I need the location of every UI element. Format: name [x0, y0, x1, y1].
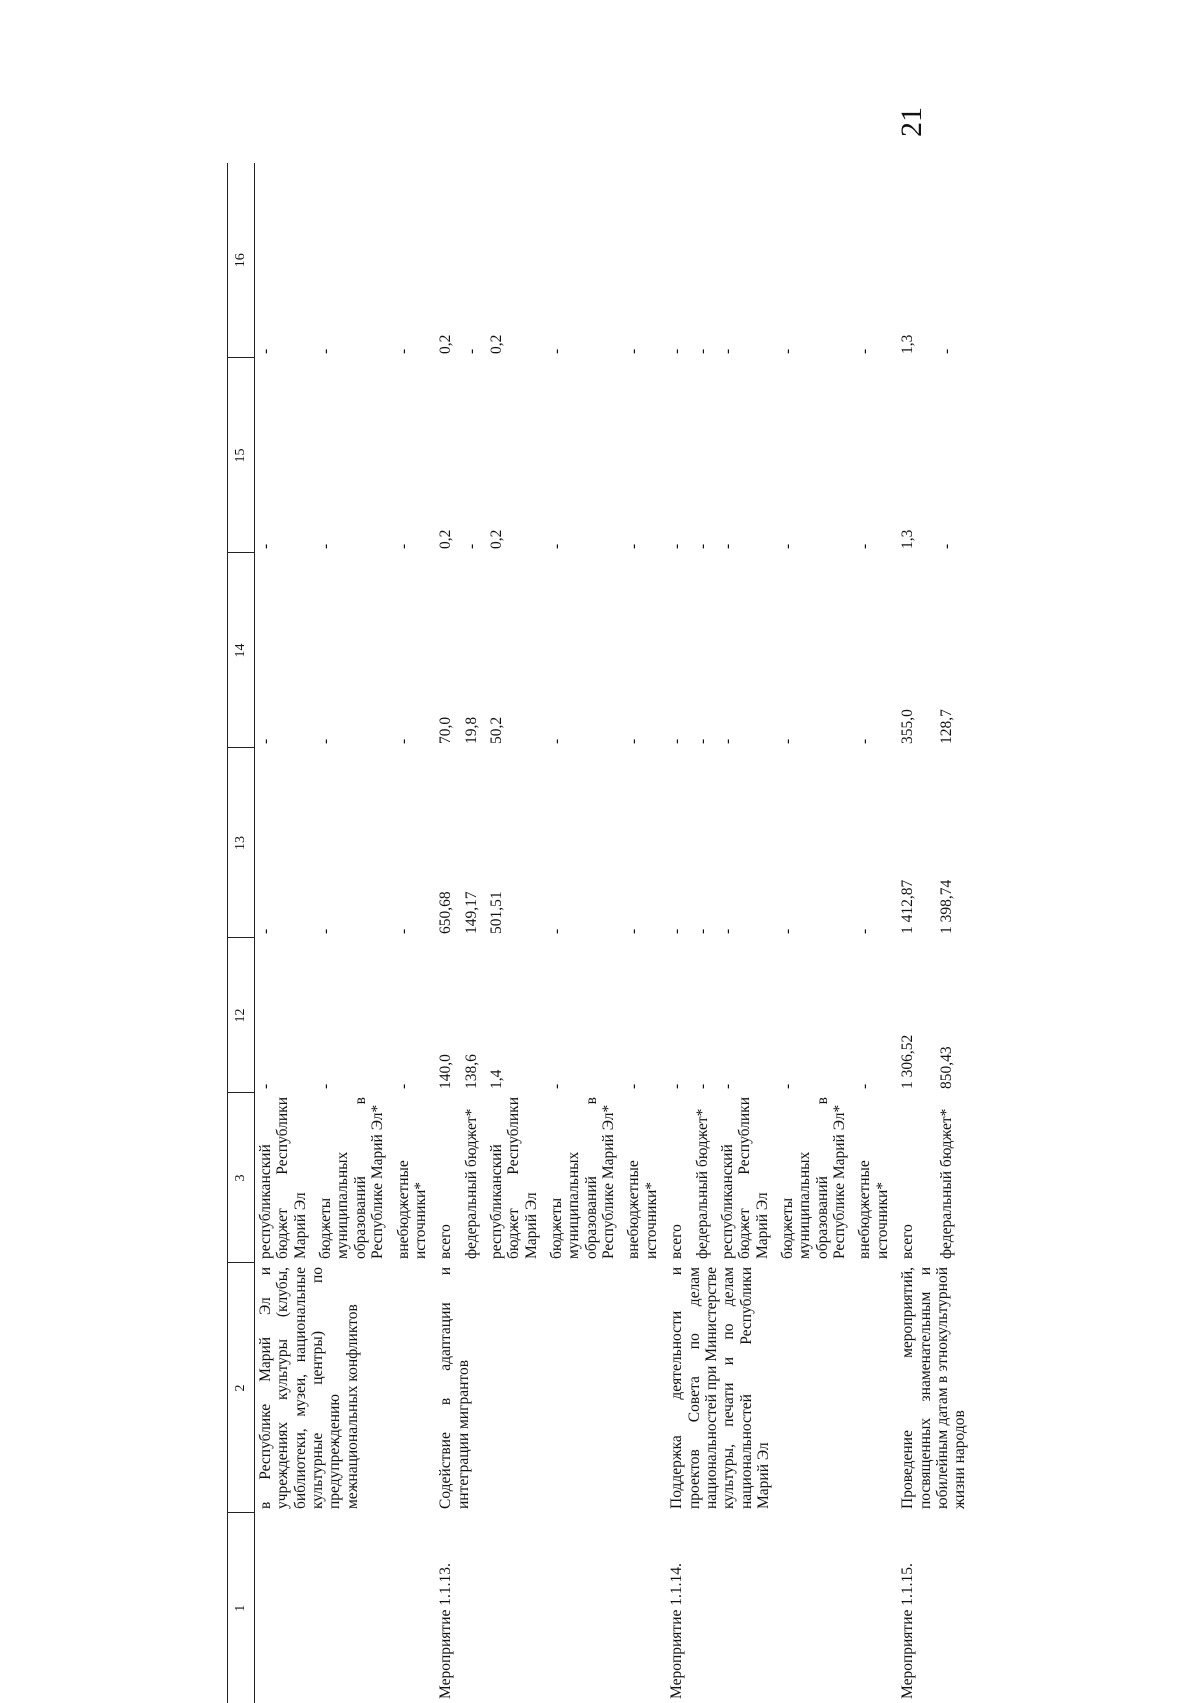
- value-col-14: 70,0: [437, 716, 455, 744]
- value-col-14: -: [856, 738, 874, 744]
- value-col-12: -: [693, 1083, 711, 1089]
- value-col-15: -: [257, 543, 274, 549]
- funding-source: бюджеты муниципальных образований в Республике Марий Эл*: [317, 1097, 387, 1259]
- funding-source: республиканский бюджет Республики Марий Эл: [487, 1097, 540, 1259]
- header-col-15: 15: [228, 358, 255, 553]
- value-col-15: -: [778, 543, 796, 549]
- value-col-14: -: [693, 738, 711, 744]
- value-col-16: -: [856, 348, 874, 354]
- header-col-3: 3: [228, 1093, 255, 1263]
- value-col-16: 0,2: [437, 334, 455, 354]
- value-col-15: -: [625, 543, 643, 549]
- value-col-15: -: [548, 543, 566, 549]
- value-col-16: -: [625, 348, 643, 354]
- funding-source: федеральный бюджет*: [693, 1108, 711, 1259]
- funding-source: бюджеты муниципальных образований в Республике Марий Эл*: [778, 1097, 849, 1259]
- budget-table: [227, 163, 975, 1703]
- value-col-13: -: [257, 928, 274, 934]
- funding-source: республиканский бюджет Республики Марий Эл: [257, 1097, 309, 1259]
- value-col-12: -: [625, 1083, 643, 1089]
- event-name: в Республике Марий Эл и учреждениях культуры (клубы, библиотеки, музеи, национальные культурные центры) по предупреждению межнациональных конфликтов: [257, 1267, 361, 1509]
- value-col-16: -: [548, 348, 566, 354]
- value-col-14: -: [317, 738, 335, 744]
- value-col-13: 1 412,87: [899, 879, 917, 934]
- value-col-15: 0,2: [487, 529, 505, 549]
- header-col-1: 1: [228, 1513, 255, 1703]
- value-col-12: 1 306,52: [899, 1034, 917, 1089]
- value-col-15: 0,2: [437, 529, 455, 549]
- value-col-13: 1 398,74: [937, 879, 955, 934]
- event-name: Содействие в адаптации и интеграции мигрантов: [437, 1267, 472, 1509]
- value-col-16: 1,3: [899, 334, 917, 354]
- value-col-12: 1,4: [487, 1069, 505, 1089]
- value-col-15: -: [937, 543, 955, 549]
- header-col-2: 2: [228, 1263, 255, 1513]
- value-col-13: -: [548, 928, 566, 934]
- funding-source: республиканский бюджет Республики Марий Эл: [718, 1097, 771, 1259]
- value-col-12: 138,6: [462, 1054, 480, 1089]
- event-id: [255, 1513, 436, 1703]
- value-col-13: -: [317, 928, 335, 934]
- value-col-13: -: [778, 928, 796, 934]
- value-col-15: -: [317, 543, 335, 549]
- value-col-12: -: [317, 1083, 335, 1089]
- value-col-12: -: [856, 1083, 874, 1089]
- event-id: Мероприятие 1.1.13.: [437, 1563, 455, 1699]
- value-col-14: -: [257, 738, 274, 744]
- value-col-16: -: [257, 348, 274, 354]
- value-col-14: 355,0: [899, 709, 917, 744]
- value-col-14: 128,7: [937, 709, 955, 744]
- value-col-12: -: [548, 1083, 566, 1089]
- value-col-15: -: [668, 543, 686, 549]
- value-col-13: -: [856, 928, 874, 934]
- value-col-15: -: [718, 543, 736, 549]
- funding-source: бюджеты муниципальных образований в Республике Марий Эл*: [548, 1097, 618, 1259]
- value-col-16: -: [718, 348, 736, 354]
- value-col-14: -: [718, 738, 736, 744]
- table-frame: [227, 163, 987, 1703]
- value-col-13: -: [718, 928, 736, 934]
- page-number: 21: [895, 107, 928, 137]
- value-col-15: 1,3: [899, 529, 917, 549]
- value-col-12: 850,43: [937, 1046, 955, 1089]
- value-col-14: -: [394, 738, 412, 744]
- value-col-16: -: [668, 348, 686, 354]
- event-name: Поддержка деятельности и проектов Совета по делам национальностей при Министерстве культуры, печати и по делам национальностей Республики Марий Эл: [668, 1267, 772, 1509]
- funding-source: всего: [668, 1224, 686, 1259]
- value-col-14: 19,8: [462, 716, 480, 744]
- value-col-13: 149,17: [462, 891, 480, 934]
- value-col-14: -: [668, 738, 686, 744]
- header-col-13: 13: [228, 748, 255, 938]
- value-col-15: -: [394, 543, 412, 549]
- value-col-12: -: [718, 1083, 736, 1089]
- table-row: [255, 163, 316, 1703]
- table-row: [897, 163, 936, 1703]
- funding-source: всего: [899, 1224, 917, 1259]
- funding-source: внебюджетные источники*: [394, 1160, 429, 1259]
- value-col-13: -: [625, 928, 643, 934]
- value-col-13: 501,51: [487, 891, 505, 934]
- value-col-16: -: [462, 348, 480, 354]
- value-col-13: -: [693, 928, 711, 934]
- table-row: [435, 163, 460, 1703]
- header-col-14: 14: [228, 553, 255, 748]
- value-col-16: -: [937, 348, 955, 354]
- value-col-15: -: [462, 543, 480, 549]
- value-col-15: -: [856, 543, 874, 549]
- value-col-16: -: [317, 348, 335, 354]
- value-col-12: -: [394, 1083, 412, 1089]
- funding-source: внебюджетные источники*: [625, 1160, 660, 1259]
- header-col-12: 12: [228, 938, 255, 1093]
- value-col-13: -: [668, 928, 686, 934]
- value-col-16: -: [778, 348, 796, 354]
- header-col-16: 16: [228, 163, 255, 358]
- value-col-12: -: [668, 1083, 686, 1089]
- value-col-14: -: [548, 738, 566, 744]
- value-col-16: -: [693, 348, 711, 354]
- value-col-12: 140,0: [437, 1054, 455, 1089]
- funding-source: федеральный бюджет*: [937, 1108, 955, 1259]
- funding-source: всего: [437, 1224, 455, 1259]
- value-col-12: -: [257, 1083, 274, 1089]
- value-col-14: 50,2: [487, 716, 505, 744]
- event-id: Мероприятие 1.1.14.: [668, 1563, 686, 1699]
- value-col-14: -: [625, 738, 643, 744]
- event-id: Мероприятие 1.1.15.: [899, 1563, 917, 1699]
- funding-source: внебюджетные источники*: [856, 1160, 891, 1259]
- value-col-16: -: [394, 348, 412, 354]
- value-col-16: 0,2: [487, 334, 505, 354]
- value-col-14: -: [778, 738, 796, 744]
- value-col-13: -: [394, 928, 412, 934]
- value-col-13: 650,68: [437, 891, 455, 934]
- value-col-12: -: [778, 1083, 796, 1089]
- value-col-15: -: [693, 543, 711, 549]
- funding-source: федеральный бюджет*: [462, 1108, 480, 1259]
- event-name: Проведение мероприятий, посвященных знаменательным и юбилейным датам в этнокультурной жизни народов: [899, 1267, 969, 1509]
- header-row: [228, 163, 255, 1703]
- table-row: [666, 163, 691, 1703]
